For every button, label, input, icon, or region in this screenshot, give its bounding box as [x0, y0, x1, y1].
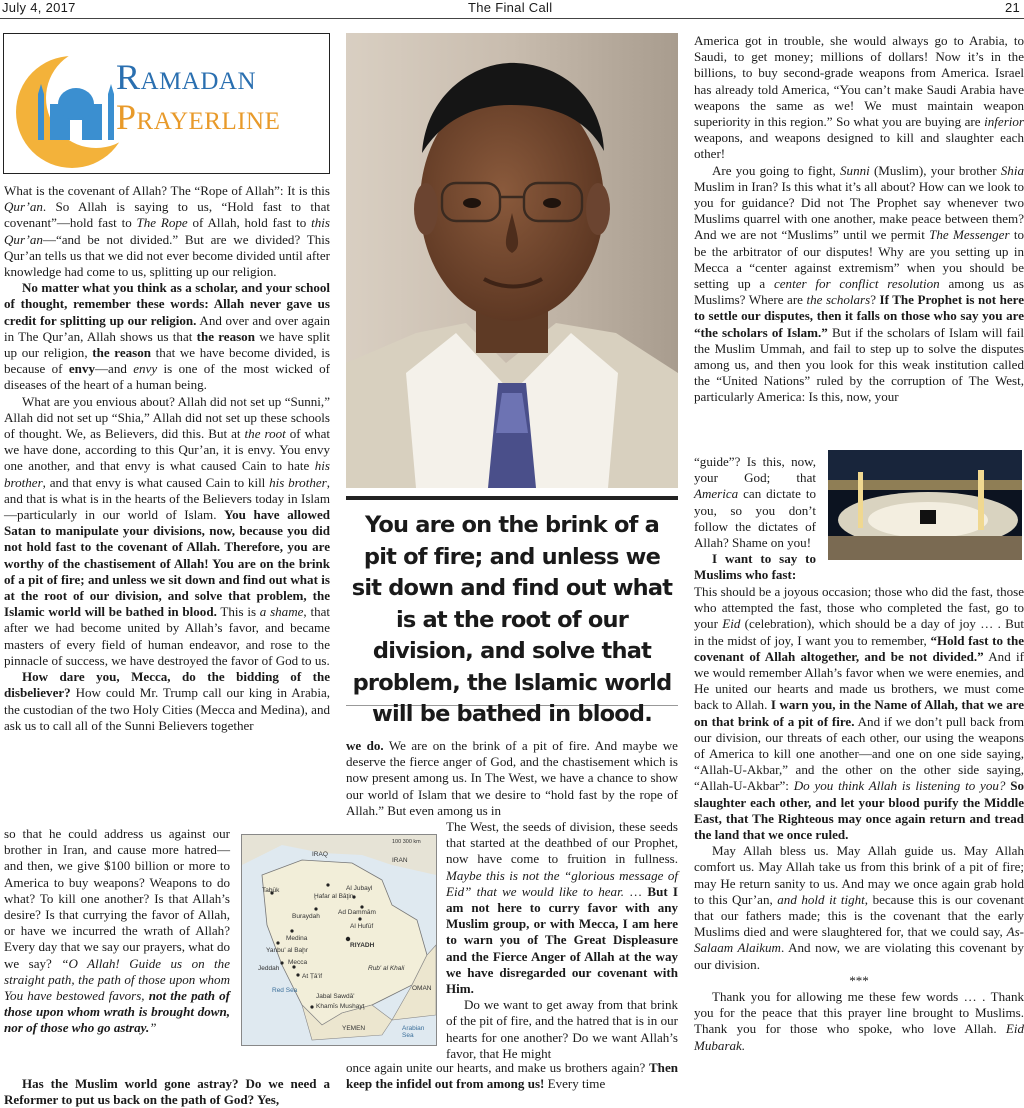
map-label: OMAN — [412, 985, 432, 992]
article-column-2: we do. We are on the brink of a pit of fire. And maybe we deserve the fierce anger of God, and the chastisement which is now present among us. In The West, we have a chance to show our world of Islam that we desire to “hold fast by the rope of Allah.” But even among us in — [346, 738, 678, 818]
map-label: Medina — [286, 935, 308, 942]
article-column-2-end: once again unite our hearts, and make us brothers again? Then keep the infidel out from among us! Every time — [346, 1060, 678, 1092]
map-label: Arabian Sea — [402, 1025, 425, 1039]
map-label: Jeddah — [258, 965, 280, 972]
map-label: Khamīs Mushayţ — [316, 1003, 365, 1010]
map-label: IRAQ — [312, 851, 328, 858]
issue-date: July 4, 2017 — [2, 0, 76, 15]
map-label: Red Sea — [272, 987, 298, 994]
article-column-3-end: This should be a joyous occasion; those who did the fast, those who attempted the fast, those who completed the fast, go to your Eid (celebration), which should be a day of joy … . But in the midst of joy, I want you to remember, “Hold fast to the covenant of Allah altogether, and be not divided.” And if we would remember Allah’s favor when we were enemies, and He united our hearts and made us brothers, we must come back to Allah. I warn you, in the Name of Allah, that we are on that brink of a pit of fire. And if we don’t pull back from our division, our threats of each other, our using the weapons of America to kill one another—and one on one side saying, “Allah-U-Akbar,” and the other on the other side saying, “Allah-U-Akbar”: Do you think Allah is listening to you? So slaughter each other, and let your blood purify the Middle East, that The Righteous may once again return and tread the land that we once ruled. May Allah bless us. May Allah guide us. May Allah comfort us. May Allah take us from this brink of a pit of fire; may He return sanity to us. And may we once again grab hold to this Qur’an, and hold it tight, because this is our covenant that our fathers made; this is the covenant that the early Muslims died and were slaughtered for, that we could say, As-Salaam Alaikum. And now, we are violating this covenant by our division. *** Thank you for allowing me these few words … . Thank you for the peace that this prayer line brought to Muslims. Thank you for those who spoke, who love Allah. Eid Mubarak. — [694, 584, 1024, 1053]
map-label: Buraydah — [292, 913, 320, 920]
map-scale: 100 300 km — [392, 839, 421, 845]
map-label: Yanbu' al Baḩr — [266, 947, 308, 954]
article-column-1-end: Has the Muslim world gone astray? Do we need a Reformer to put us back on the path of God? Yes, — [4, 1076, 330, 1108]
map-label: Mecca — [288, 959, 308, 966]
article-column-1: What is the covenant of Allah? The “Rope of Allah”: It is this Qur’an. So Allah is saying to us, “Hold fast to that covenant”—hold fast to The Rope of Allah, hold fast to this Qur’an—“and be not divided.” But are we divided? This Qur’an tells us that we did not ever become divided until after knowledge had come to us, splitting up our religion. No matter what you think as a scholar, and your school of thought, remember these words: Allah never gave us credit for splitting up our religion. And over and over again in The Qur’an, Allah shows us that the reason we have split up our religion, the reason that we have become divided, is because of envy—and envy is one of the most wicked of diseases of the heart of a human being. What are you envious about? Allah did not set up “Sunni,” Allah did not set up “Shia,” Allah did not set up these schools of thought. We, as Believers, did this. But at the root of what we have done, according to this Qur’an, it is envy. You envy one another, and that envy is what caused Cain to hate his brother, and that envy is what caused Cain to kill his brother, and that is what is in the hearts of the Believers today in Islam—particularly in our world of Islam. You have allowed Satan to manipulate your divisions, now, because you did not hold fast to the covenant of Allah. Therefore, you are worthy of the chastisement of Allah! You are on the brink of a pit of fire; and unless we sit down and find out what is at the root of our division, and solve that problem, the Islamic world will be bathed in blood. This is a shame, that after we had become united by Allah’s favor, and became masters of every field of human endeavor, and rose to the pinnacle of success, we have destroyed the favor of God to us. How dare you, Mecca, do the bidding of the disbeliever? How could Mr. Trump call our king in Arabia, the custodian of the two Holy Cities (Mecca and Medina), and ask us to call all of the Sunni Believers together — [4, 183, 331, 733]
map-label: Al Jubayl — [346, 885, 373, 892]
logo-ramadan: Ramadan — [116, 57, 257, 97]
map-label: YEMEN — [342, 1025, 366, 1032]
page-header — [0, 0, 1024, 19]
saudi-arabia-map — [241, 834, 437, 1046]
map-label: Rub' al Khali — [368, 965, 405, 972]
ramadan-prayerline-logo — [3, 33, 330, 174]
map-label: Tabūk — [262, 887, 280, 894]
newspaper-name: The Final Call — [468, 0, 553, 15]
speaker-photo — [346, 33, 678, 488]
map-label: Ad Dammām — [338, 909, 376, 916]
article-column-3: America got in trouble, she would always go to Arabia, to Saudi, to get money; millions of dollars! Now it’s in the billions, to buy second-grade weapons from America. Israel has already told America, “You can’t make Saudi Arabia have weapons the same as we! We must maintain weapon superiority in this region.” So what you are buying are inferior weapons, and weapons designed to kill and slaughter each other! Are you going to fight, Sunni (Muslim), your brother Shia Muslim in Iran? Is this what it’s all about? How can we look to you for guidance? Did not The Prophet say whenever two Muslims quarrel with one another, make peace between them? And we are not “Muslims” until we permit The Messenger to be the arbitrator of our disputes! Why are you setting up in Mecca a “center against extremism” when you should be setting up a center for conflict resolution among us as Muslims? Where are the scholars? If The Prophet is not here to settle our disputes, then it falls on those who say you are “the scholars of Islam.” But if the scholars of Islam will fail the Muslim Ummah, and fail to step up to solve the disputes among us, and then you look for this weak institution called the “United Nations” ruled by the corruption of The West, particularly America: Is this, now, your — [694, 33, 1024, 405]
page-number: 21 — [1004, 0, 1020, 15]
crescent-mosque-icon — [10, 34, 130, 173]
article-column-3-wrap: “guide”? Is this, now, your God; that America can dictate to you, so you don’t follow the dictates of Allah? Shame on you! I want to say to Muslims who fast: — [694, 454, 816, 583]
map-label: Ḩafar al Bāţin — [314, 893, 354, 900]
article-column-2-wrap: The West, the seeds of division, these seeds that started at the deathbed of our Prophet, now have come to fruition in fullness. Maybe this is not the “glorious message of Eid” that we would like to hear. … But I am not here to curry favor with any Muslim group, or with Mecca, I am here to warn you of The Great Displeasure and the Fierce Anger of Allah at the way we have disregarded our covenant with Him. Do we want to get away from that brink of the pit of fire, and the hatred that is in our hearts for one another? Do we want Allah’s favor, that He might — [446, 819, 678, 1061]
logo-prayerline: Prayerline — [116, 97, 281, 137]
map-label: IRAN — [392, 857, 408, 864]
article-column-1-wrap: so that he could address us against our brother in Iran, and cause more hatred—and then, we give $100 billion or more to America to buy weapons? Weapons to do what? To kill one another? Is that Allah’s desire? Is that currying the favor of Allah, or have we incurred the wrath of Allah? Every day that we say our prayers, what do we say? “O Allah! Guide us on the straight path, the path of those upon whom You have bestowed favors, not the path of those upon whom wrath is brought down, nor of those who go astray.” — [4, 826, 230, 1036]
map-label: At Ṭā'if — [302, 973, 323, 980]
map-label: Al Hufūf — [350, 923, 374, 930]
mecca-photo — [828, 450, 1022, 560]
map-label: Jabal Sawdā' — [316, 993, 355, 1000]
map-label: RIYADH — [350, 942, 375, 949]
pull-quote: You are on the brink of a pit of fire; and unless we sit down and find out what is at the root of our division, and solve that problem, the Islamic world will be bathed in blood. — [346, 496, 678, 706]
